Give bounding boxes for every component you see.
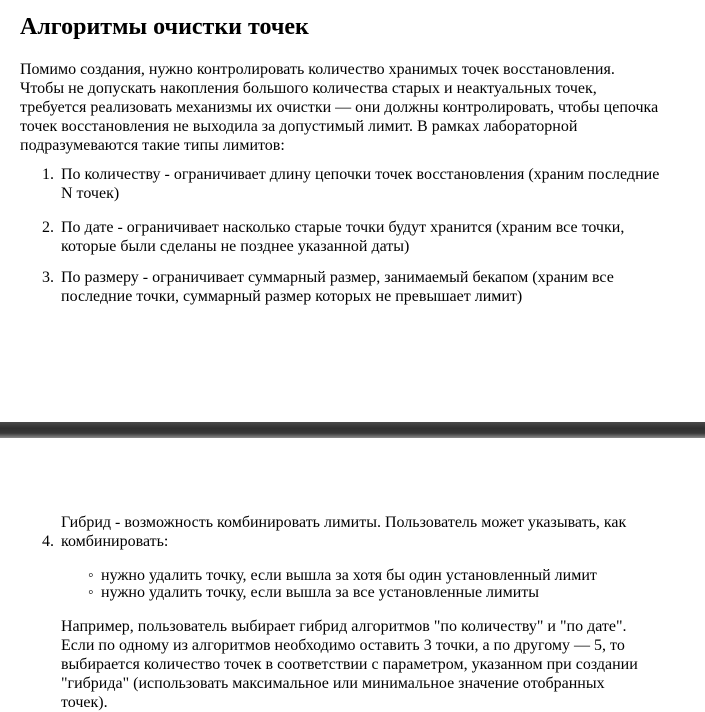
list-item-text: По дате - ограничивает насколько старые точки будут хранится (храним все точки, которые были сделаны не позднее указанной даты)	[61, 219, 625, 255]
list-item: ◦ нужно удалить точку, если вышла за хотя бы один установленный лимит	[88, 567, 597, 584]
list-number: 2.	[42, 219, 54, 236]
limit-item-size	[42, 268, 662, 306]
limit-item-date	[42, 218, 662, 256]
page-separator	[0, 422, 705, 438]
document-page-2	[0, 438, 705, 712]
list-number: 1.	[42, 166, 54, 183]
list-item-text: Гибрид - возможность комбинировать лимиты. Пользователь может указывать, как комбинировать:	[61, 514, 627, 550]
page-title: Алгоритмы очистки точек	[20, 14, 309, 40]
list-item: ◦ нужно удалить точку, если вышла за все установленные лимиты	[88, 584, 597, 601]
list-item-text: По количеству - ограничивает длину цепочки точек восстановления (храним последние N точек)	[61, 166, 660, 202]
hybrid-options-list	[88, 567, 597, 601]
limit-item-hybrid	[42, 513, 682, 551]
list-item-text: По размеру - ограничивает суммарный размер, занимаемый бекапом (храним все последние точки, суммарный размер которых не превышает лимит)	[61, 269, 614, 305]
example-paragraph: Например, пользователь выбирает гибрид алгоритмов "по количеству" и "по дате". Если по одному из алгоритмов необходимо оставить 3 точки, а по другому — 5, то выбирается количество точек в соответствии с параметром, указанном при создании "гибрида" (использовать максимальное или минимальное значение отобранных точек).	[61, 618, 638, 711]
limit-item-count	[42, 165, 662, 203]
intro-paragraph: Помимо создания, нужно контролировать количество хранимых точек восстановления. Чтобы не допускать накопления большого количества старых и неактуальных точек, требуется реализовать механизмы их очистки — они должны контролировать, чтобы цепочка точек восстановления не выходила за допустимый лимит. В рамках лабораторной подразумеваются такие типы лимитов:	[20, 61, 659, 154]
list-number: 4.	[42, 533, 54, 550]
list-number: 3.	[42, 269, 54, 286]
